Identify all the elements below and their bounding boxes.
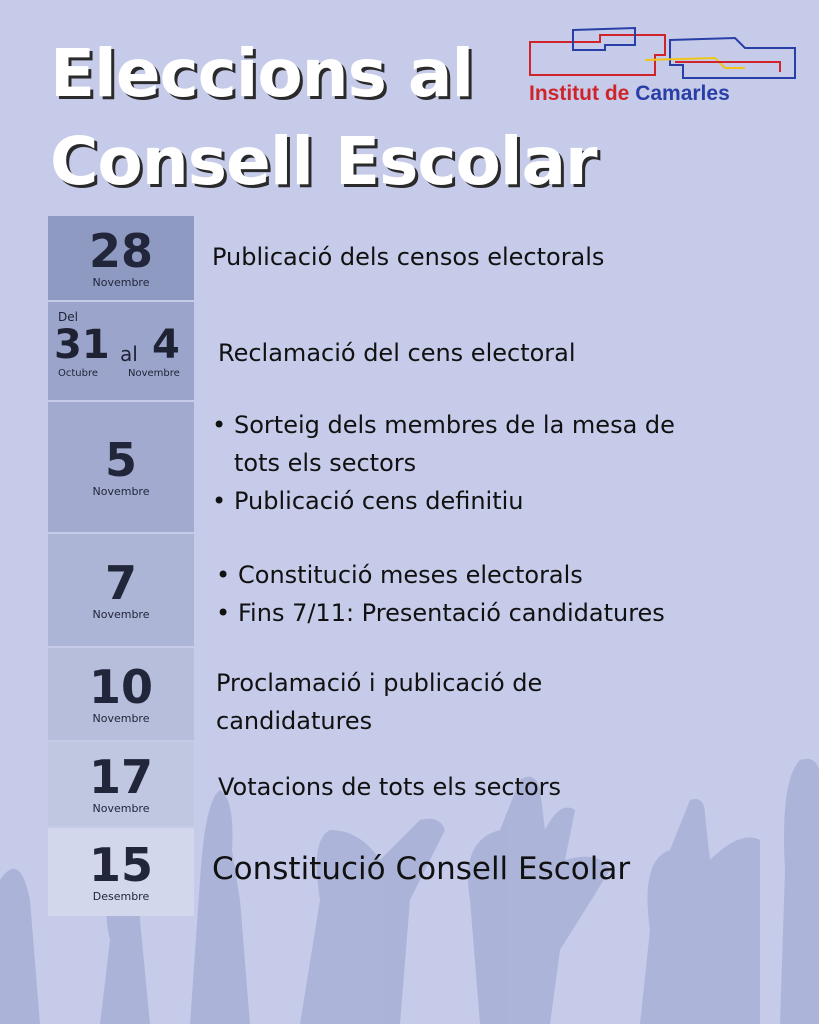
date-day-to: 4 (152, 322, 180, 368)
school-name-part-3: Camarles (635, 82, 730, 105)
date-box (48, 216, 194, 300)
page-title (50, 30, 597, 206)
event-text: Constitució Consell Escolar (212, 851, 631, 887)
schedule-row (48, 648, 808, 740)
date-month: Novembre (92, 711, 150, 725)
event-text: Publicació dels censos electorals (212, 243, 605, 271)
date-month: Novembre (92, 607, 150, 621)
schedule-row (48, 742, 808, 826)
date-day: 17 (88, 749, 153, 804)
date-month-to: Novembre (128, 368, 180, 379)
date-day-from: 31 (54, 322, 110, 368)
date-connector: al (120, 342, 138, 366)
title-line-2: Consell Escolar (50, 123, 597, 200)
school-name-part-1: Institut (529, 82, 599, 105)
event-text: Reclamació del cens electoral (218, 339, 576, 367)
date-from-label: Del (58, 310, 78, 324)
event-item: • Sorteig dels membres de la mesa de tots els sectors (212, 406, 702, 482)
date-day: 28 (88, 223, 153, 278)
school-name (529, 82, 730, 106)
date-month: Novembre (92, 484, 150, 498)
event-list (216, 556, 796, 632)
date-day: 10 (88, 659, 153, 714)
date-range (48, 302, 194, 400)
title-line-1: Eleccions al (50, 35, 474, 112)
schedule-row (48, 828, 808, 916)
event-item: • Constitució meses electorals (216, 556, 796, 594)
date-box (48, 742, 194, 826)
date-month: Novembre (92, 801, 150, 815)
schedule-row (48, 302, 808, 400)
event-item: • Publicació cens definitiu (212, 482, 702, 520)
date-month: Novembre (92, 275, 150, 289)
date-day: 15 (88, 837, 153, 892)
date-box (48, 302, 194, 400)
school-name-part-2: de (604, 82, 630, 105)
event-list (212, 406, 702, 520)
date-day: 5 (104, 432, 137, 487)
date-box (48, 534, 194, 646)
schedule-row (48, 534, 808, 646)
event-item: • Fins 7/11: Presentació candidatures (216, 594, 796, 632)
schedule-row (48, 216, 808, 300)
event-text: Votacions de tots els sectors (218, 773, 562, 801)
schedule-row (48, 402, 808, 532)
date-box (48, 402, 194, 532)
date-month: Desembre (92, 889, 150, 903)
date-month-from: Octubre (58, 368, 99, 379)
event-text: Proclamació i publicació de candidatures (216, 669, 543, 735)
date-box (48, 648, 194, 740)
date-day: 7 (104, 555, 137, 610)
date-box (48, 828, 194, 916)
